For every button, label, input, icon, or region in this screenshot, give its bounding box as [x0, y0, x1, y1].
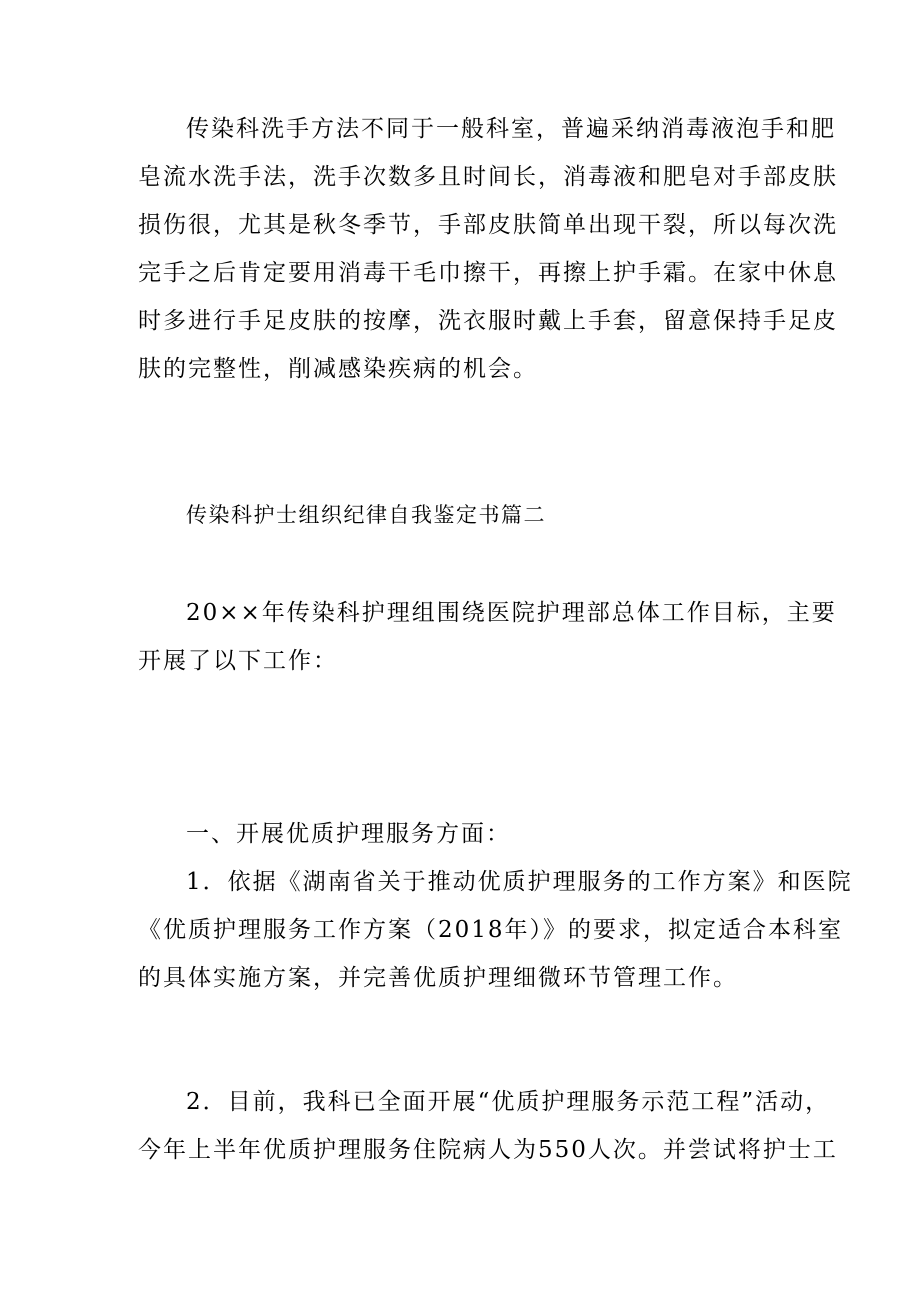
- para4-line1: 2．目前，我科已全面开展“优质护理服务示范工程”活动，: [186, 1089, 831, 1115]
- subsection-title: 一、开展优质护理服务方面：: [186, 821, 511, 847]
- para1-line3: 损伤很，尤其是秋冬季节，手部皮肤简单出现干裂，所以每次洗: [138, 212, 838, 238]
- para1-line5: 时多进行手足皮肤的按摩，洗衣服时戴上手套，留意保持手足皮: [138, 308, 838, 334]
- para1-line6: 肤的完整性，削减感染疾病的机会。: [138, 356, 538, 382]
- para3-line3: 的具体实施方案，并完善优质护理细微环节管理工作。: [138, 965, 738, 991]
- para1-line4: 完手之后肯定要用消毒干毛巾擦干，再擦上护手霜。在家中休息: [138, 260, 838, 286]
- para2-line1: 20××年传染科护理组围绕医院护理部总体工作目标，主要: [186, 600, 837, 626]
- section-heading: 传染科护士组织纪律自我鉴定书篇二: [186, 503, 546, 527]
- para1-line1: 传染科洗手方法不同于一般科室，普遍采纳消毒液泡手和肥: [186, 116, 836, 142]
- para2-line2: 开展了以下工作：: [138, 648, 338, 674]
- para1-line2: 皂流水洗手法，洗手次数多且时间长，消毒液和肥皂对手部皮肤: [138, 164, 838, 190]
- para4-line2: 今年上半年优质护理服务住院病人为550人次。并尝试将护士工: [138, 1137, 838, 1163]
- para3-line1: 1．依据《湖南省关于推动优质护理服务的工作方案》和医院: [186, 869, 853, 895]
- para3-line2: 《优质护理服务工作方案（2018年）》的要求，拟定适合本科室: [138, 917, 844, 943]
